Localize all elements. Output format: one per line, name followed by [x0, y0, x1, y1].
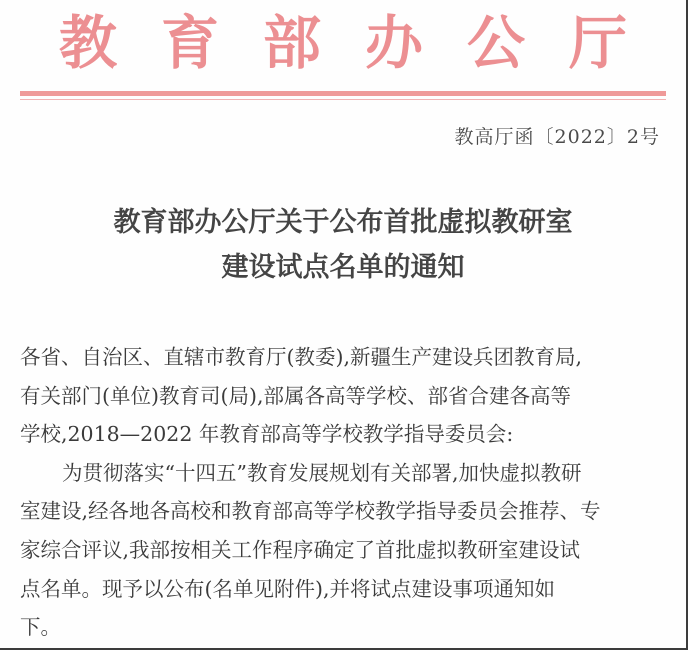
addressee-line: 有关部门(单位)教育司(局),部属各高等学校、部省合建各高等	[20, 383, 572, 408]
letterhead	[0, 8, 686, 78]
addressee-line: 各省、自治区、直辖市教育厅(教委),新疆生产建设兵团教育局,	[20, 345, 583, 369]
addressee-line: 学校,2018—2022 年教育部高等学校教学指导委员会:	[20, 422, 514, 447]
letterhead-red-rule-thin	[20, 99, 666, 100]
paragraph-line: 下。	[20, 615, 61, 640]
document-title	[0, 200, 686, 290]
paragraph-line: 家综合评议,我部按相关工作程序确定了首批虚拟教研室建设试	[20, 537, 581, 562]
document-body	[20, 338, 670, 647]
document-title-line-2: 建设试点名单的通知	[221, 252, 465, 283]
paragraph-line: 为贯彻落实“十四五”教育发展规划有关部署,加快虚拟教研	[62, 460, 582, 485]
document-title-line-1: 教育部办公厅关于公布首批虚拟教研室	[113, 207, 573, 238]
letterhead-title: 教育部办公厅	[58, 9, 671, 77]
paragraph-line: 点名单。现予以公布(名单见附件),并将试点建设事项通知如	[20, 576, 556, 601]
letterhead-red-rule-thick	[20, 91, 666, 96]
document-number: 教高厅函〔2022〕2号	[454, 126, 660, 148]
paragraph-line: 室建设,经各地各高校和教育部高等学校教学指导委员会推荐、专	[20, 499, 601, 524]
